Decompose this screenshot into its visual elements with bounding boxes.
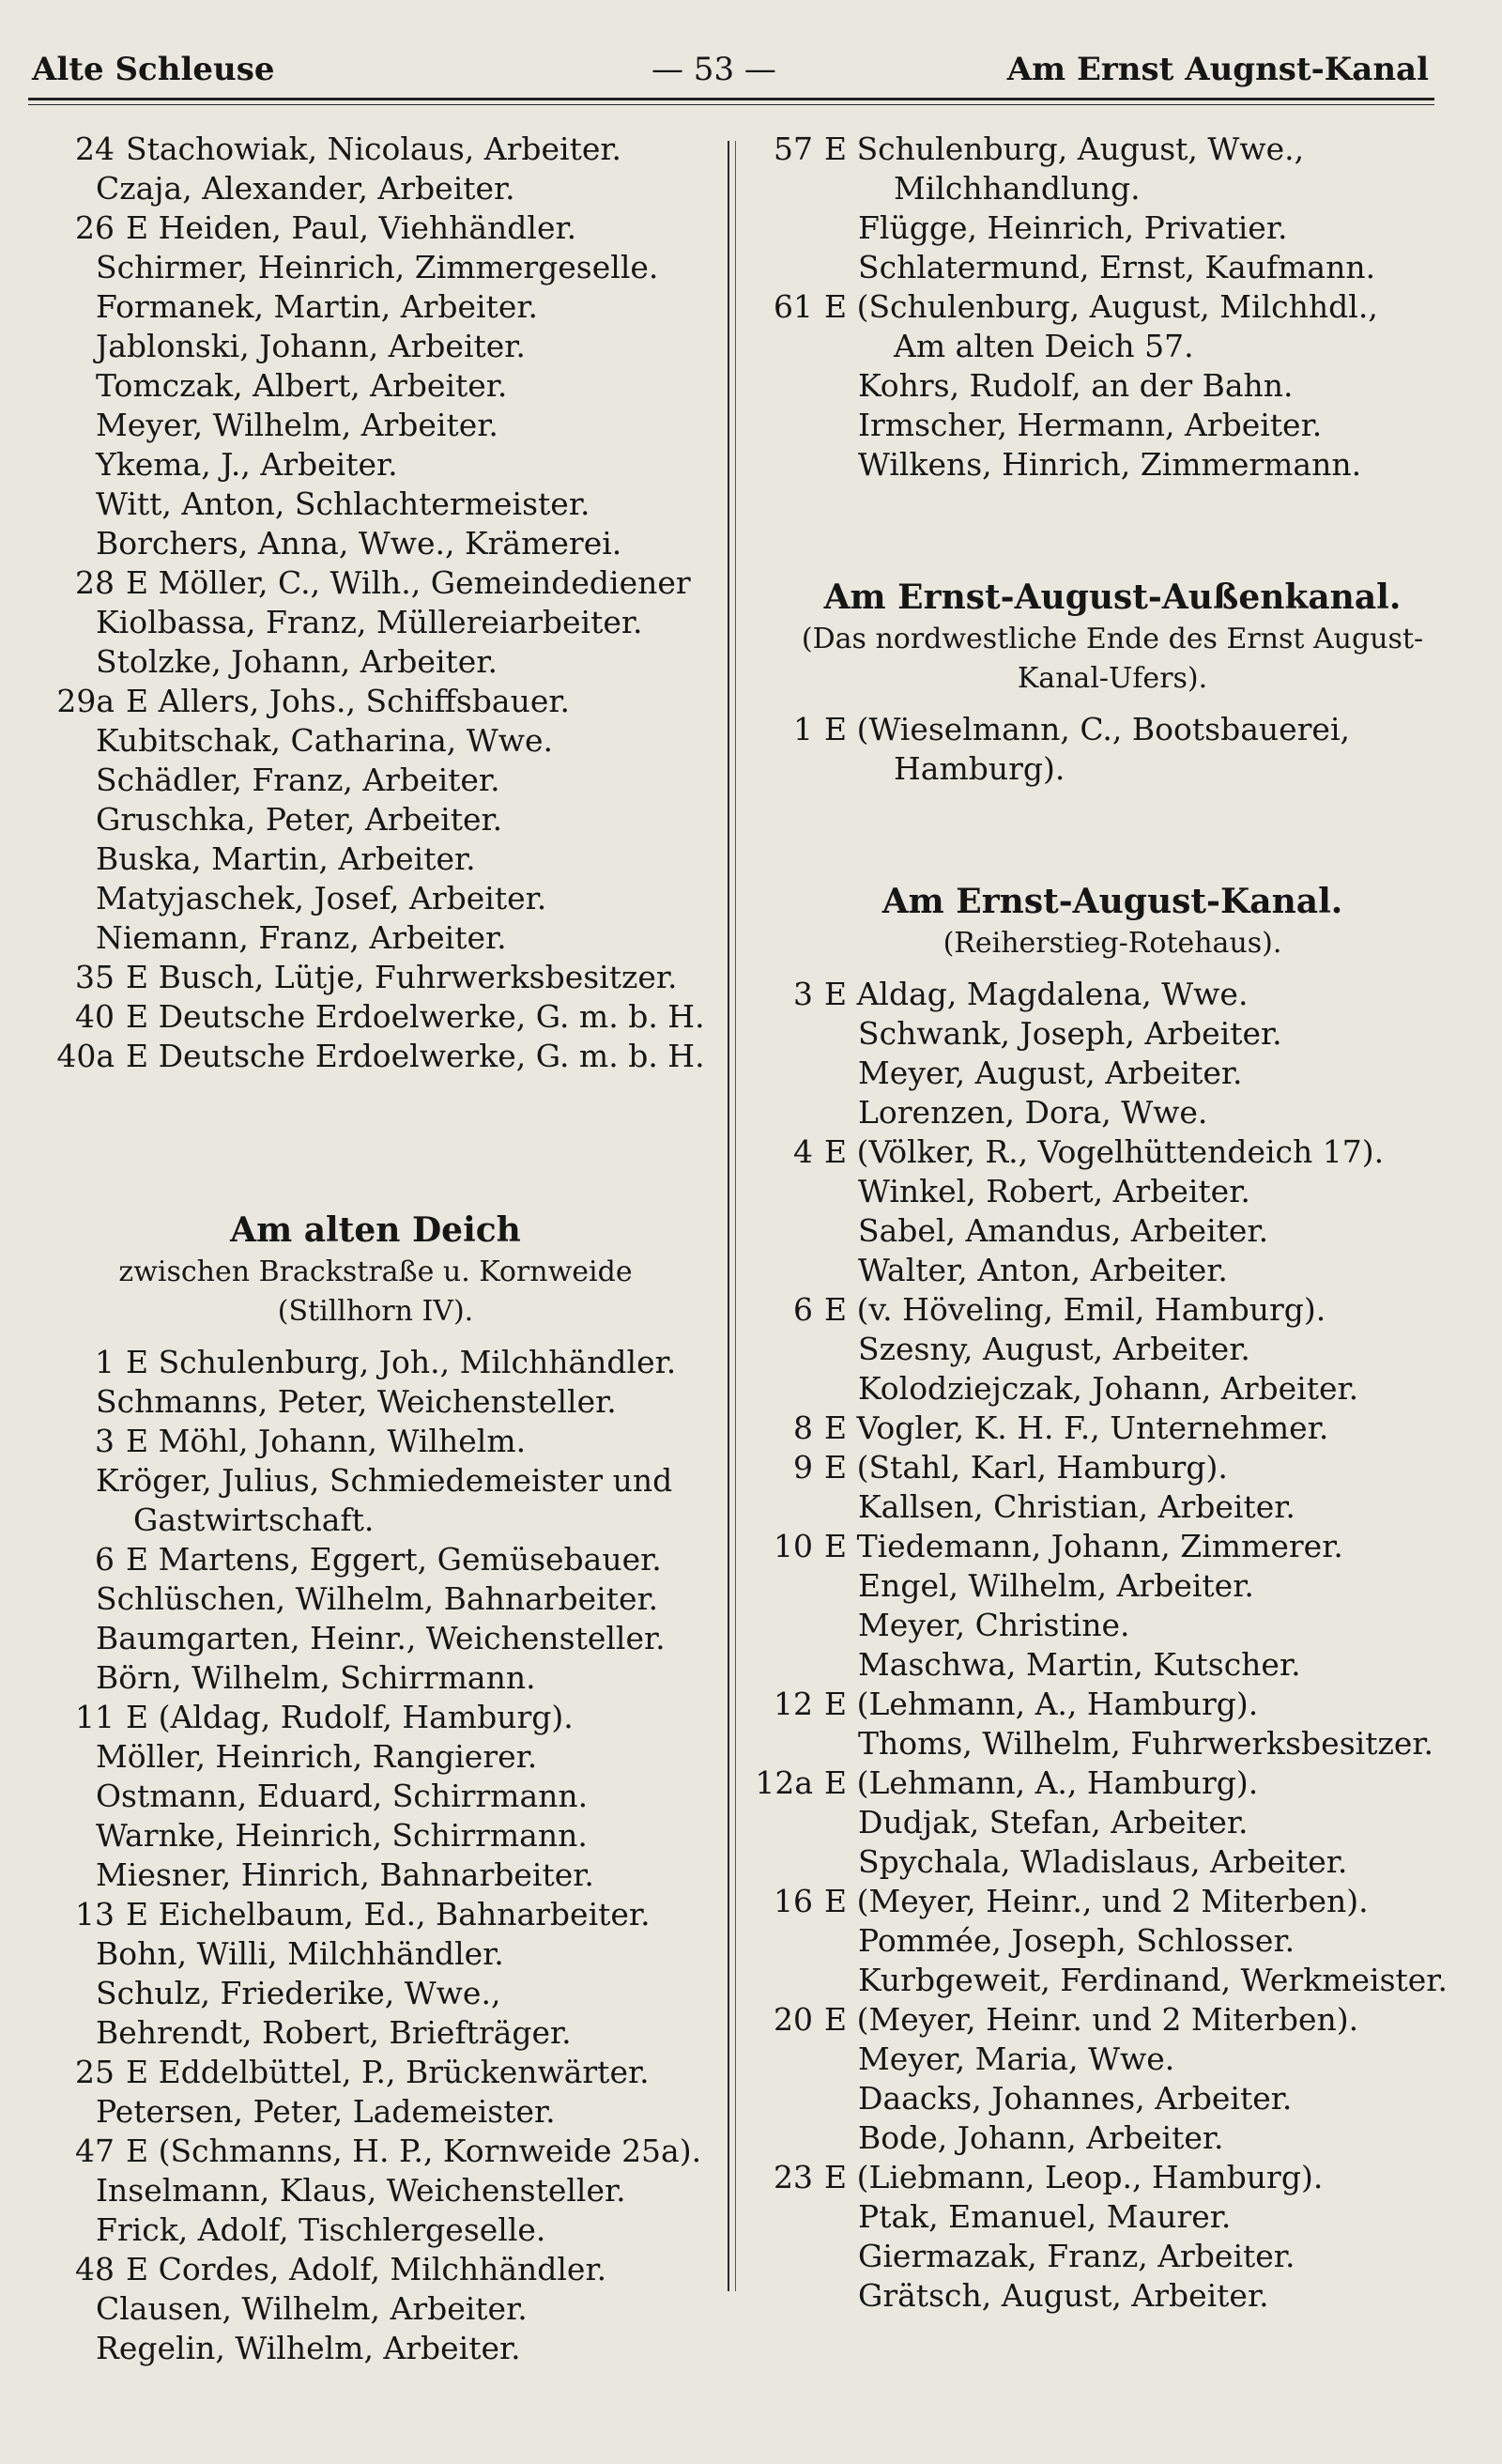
directory-entry bbox=[751, 1487, 1474, 1527]
entry-text: Wilkens, Hinrich, Zimmermann. bbox=[858, 446, 1362, 483]
house-number: 61 bbox=[774, 288, 813, 325]
right-entries-bottom bbox=[751, 975, 1474, 2316]
directory-entry bbox=[28, 130, 723, 169]
house-number: 13 bbox=[75, 1896, 115, 1933]
entry-text: Schulz, Friederike, Wwe., bbox=[96, 1975, 501, 2011]
entry-text: E Eddelbüttel, P., Brückenwärter. bbox=[126, 2054, 650, 2090]
entry-text: Witt, Anton, Schlachtermeister. bbox=[96, 485, 590, 522]
entry-text: Gastwirtschaft. bbox=[133, 1502, 375, 1538]
entry-text: E (Lehmann, A., Hamburg). bbox=[824, 1764, 1259, 1801]
entry-text: Tomczak, Albert, Arbeiter. bbox=[96, 367, 508, 404]
directory-entry bbox=[28, 1856, 723, 1895]
entry-text: E Eichelbaum, Ed., Bahnarbeiter. bbox=[126, 1896, 651, 1933]
directory-entry bbox=[751, 2079, 1474, 2118]
header-rule bbox=[28, 98, 1434, 100]
directory-entry bbox=[751, 327, 1474, 366]
entry-text: E (Aldag, Rudolf, Hamburg). bbox=[126, 1699, 574, 1735]
house-number: 40a bbox=[56, 1038, 115, 1074]
directory-entry bbox=[751, 975, 1474, 1014]
section-subtitle: (Das nordwestliche Ende des Ernst August- bbox=[801, 623, 1424, 655]
directory-entry bbox=[751, 248, 1474, 287]
directory-entry bbox=[751, 208, 1474, 248]
right-entries-top bbox=[751, 130, 1474, 485]
entry-text: Winkel, Robert, Arbeiter. bbox=[858, 1173, 1250, 1209]
house-number: 11 bbox=[75, 1699, 115, 1735]
entry-text: Kurbgeweit, Ferdinand, Werkmeister. bbox=[858, 1962, 1448, 1998]
directory-entry bbox=[28, 2329, 723, 2368]
entry-text: Miesner, Hinrich, Bahnarbeiter. bbox=[96, 1856, 594, 1893]
directory-entry bbox=[28, 366, 723, 406]
entry-text: E (Liebmann, Leop., Hamburg). bbox=[824, 2159, 1324, 2195]
house-number: 10 bbox=[774, 1528, 813, 1564]
entry-text: Grätsch, August, Arbeiter. bbox=[858, 2277, 1269, 2314]
entry-text: Thoms, Wilhelm, Fuhrwerksbesitzer. bbox=[858, 1725, 1434, 1762]
house-number: 28 bbox=[75, 564, 115, 601]
entry-text: Maschwa, Martin, Kutscher. bbox=[858, 1646, 1301, 1683]
house-number: 3 bbox=[95, 1423, 115, 1459]
entry-text: E Vogler, K. H. F., Unternehmer. bbox=[824, 1409, 1329, 1446]
directory-entry bbox=[28, 721, 723, 761]
entry-text: Meyer, Wilhelm, Arbeiter. bbox=[96, 407, 498, 443]
directory-entry bbox=[28, 1343, 723, 1382]
entry-text: E Allers, Johs., Schiffsbauer. bbox=[126, 683, 570, 719]
directory-entry bbox=[751, 2040, 1474, 2079]
section-title-am-alten-deich: Am alten Deich bbox=[230, 1210, 521, 1250]
directory-entry bbox=[28, 1579, 723, 1619]
directory-entry bbox=[751, 130, 1474, 169]
house-number: 47 bbox=[75, 2133, 115, 2169]
directory-entry bbox=[751, 2000, 1474, 2040]
directory-entry bbox=[28, 1658, 723, 1698]
directory-entry bbox=[751, 1921, 1474, 1961]
directory-entry bbox=[28, 1737, 723, 1777]
entry-text: Schädler, Franz, Arbeiter. bbox=[96, 762, 500, 798]
house-number: 6 bbox=[95, 1541, 115, 1578]
entry-text: Inselmann, Klaus, Weichensteller. bbox=[96, 2172, 626, 2209]
entry-text: Borchers, Anna, Wwe., Krämerei. bbox=[96, 525, 622, 562]
directory-entry bbox=[751, 287, 1474, 327]
section-subtitle-cont: Kanal-Ufers). bbox=[1017, 662, 1208, 695]
house-number: 8 bbox=[793, 1409, 813, 1446]
entry-text: Pommée, Joseph, Schlosser. bbox=[858, 1922, 1295, 1959]
directory-entry bbox=[751, 445, 1474, 485]
directory-entry bbox=[751, 169, 1474, 208]
entry-text: E (Stahl, Karl, Hamburg). bbox=[824, 1449, 1228, 1486]
directory-entry bbox=[751, 1882, 1474, 1921]
directory-entry bbox=[751, 1645, 1474, 1685]
directory-entry bbox=[28, 1382, 723, 1422]
entry-text: E (Wieselmann, C., Bootsbauerei, bbox=[824, 711, 1351, 747]
entry-text: E Möhl, Johann, Wilhelm. bbox=[126, 1423, 527, 1459]
entry-text: Dudjak, Stefan, Arbeiter. bbox=[858, 1804, 1249, 1840]
directory-entry bbox=[751, 2118, 1474, 2158]
directory-entry bbox=[751, 366, 1474, 406]
directory-entry bbox=[28, 839, 723, 879]
header-right-street: Am Ernst Augnst-Kanal bbox=[1006, 51, 1429, 88]
column-divider bbox=[728, 141, 729, 2291]
directory-entry bbox=[28, 248, 723, 287]
entry-text: Hamburg). bbox=[894, 750, 1065, 787]
house-number: 40 bbox=[75, 998, 115, 1035]
entry-text: Ostmann, Eduard, Schirrmann. bbox=[96, 1778, 589, 1814]
entry-text: Lorenzen, Dora, Wwe. bbox=[858, 1094, 1208, 1131]
directory-entry bbox=[28, 1037, 723, 1076]
entry-text: Engel, Wilhelm, Arbeiter. bbox=[858, 1567, 1254, 1604]
section-subtitle-district: (Stillhorn IV). bbox=[277, 1295, 474, 1328]
entry-text: Regelin, Wilhelm, Arbeiter. bbox=[96, 2330, 521, 2366]
entry-text: E Deutsche Erdoelwerke, G. m. b. H. bbox=[126, 998, 705, 1035]
directory-entry bbox=[28, 2053, 723, 2092]
directory-entry bbox=[751, 749, 1474, 789]
entry-text: Buska, Martin, Arbeiter. bbox=[96, 840, 476, 877]
directory-entry bbox=[28, 2013, 723, 2053]
entry-text: Sabel, Amandus, Arbeiter. bbox=[858, 1212, 1269, 1249]
directory-entry bbox=[28, 169, 723, 208]
directory-entry bbox=[751, 1251, 1474, 1290]
directory-entry bbox=[28, 879, 723, 918]
directory-entry bbox=[28, 761, 723, 800]
directory-entry bbox=[28, 2132, 723, 2171]
entry-text: Matyjaschek, Josef, Arbeiter. bbox=[96, 880, 547, 916]
entry-text: Kubitschak, Catharina, Wwe. bbox=[96, 722, 553, 759]
directory-entry bbox=[28, 1501, 723, 1540]
directory-entry bbox=[28, 485, 723, 524]
entry-text: Schwank, Joseph, Arbeiter. bbox=[858, 1015, 1282, 1052]
house-number: 20 bbox=[774, 2001, 813, 2038]
directory-entry bbox=[751, 1685, 1474, 1724]
directory-entry bbox=[751, 1527, 1474, 1566]
entry-text: E Martens, Eggert, Gemüsebauer. bbox=[126, 1541, 662, 1578]
entry-text: Kohrs, Rudolf, an der Bahn. bbox=[858, 367, 1294, 404]
directory-entry bbox=[28, 603, 723, 642]
entry-text: E Möller, C., Wilh., Gemeindediener bbox=[126, 564, 691, 601]
directory-entry bbox=[751, 1803, 1474, 1842]
directory-entry bbox=[751, 1842, 1474, 1882]
directory-entry bbox=[751, 1054, 1474, 1093]
entry-text: Walter, Anton, Arbeiter. bbox=[858, 1252, 1228, 1288]
entry-text: Szesny, August, Arbeiter. bbox=[858, 1331, 1250, 1367]
directory-entry bbox=[751, 1290, 1474, 1330]
entry-text: Kallsen, Christian, Arbeiter. bbox=[858, 1488, 1295, 1525]
entry-text: E Tiedemann, Johann, Zimmerer. bbox=[824, 1528, 1343, 1564]
directory-entry bbox=[28, 800, 723, 839]
left-entries-bottom bbox=[28, 1343, 723, 2368]
house-number: 1 bbox=[95, 1344, 115, 1380]
directory-entry bbox=[751, 1606, 1474, 1645]
directory-entry bbox=[751, 1409, 1474, 1448]
entry-text: Bohn, Willi, Milchhändler. bbox=[96, 1935, 504, 1972]
directory-entry bbox=[28, 2210, 723, 2250]
house-number: 23 bbox=[774, 2159, 813, 2195]
entry-text: Warnke, Heinrich, Schirrmann. bbox=[96, 1817, 588, 1854]
entry-text: Stolzke, Johann, Arbeiter. bbox=[96, 643, 498, 680]
directory-entry bbox=[28, 642, 723, 682]
entry-text: Schmanns, Peter, Weichensteller. bbox=[96, 1383, 617, 1420]
directory-entry bbox=[751, 1014, 1474, 1054]
left-column bbox=[28, 130, 723, 2368]
entry-text: E (Meyer, Heinr. und 2 Miterben). bbox=[824, 2001, 1359, 2038]
directory-entry bbox=[28, 406, 723, 445]
entry-text: E Busch, Lütje, Fuhrwerksbesitzer. bbox=[126, 959, 678, 995]
directory-entry bbox=[751, 1763, 1474, 1803]
directory-entry bbox=[28, 2092, 723, 2132]
entry-text: Irmscher, Hermann, Arbeiter. bbox=[858, 407, 1323, 443]
directory-entry bbox=[28, 1777, 723, 1816]
column-divider-thin bbox=[735, 141, 736, 2291]
directory-entry bbox=[28, 1619, 723, 1658]
page-header bbox=[32, 43, 1429, 100]
entry-text: Schlüschen, Wilhelm, Bahnarbeiter. bbox=[96, 1580, 659, 1617]
section-title-ernst-august-kanal: Am Ernst-August-Kanal. bbox=[881, 882, 1343, 921]
entry-text: Meyer, Maria, Wwe. bbox=[858, 2040, 1175, 2077]
entry-text: Formanek, Martin, Arbeiter. bbox=[96, 288, 538, 325]
entry-text: E (Lehmann, A., Hamburg). bbox=[824, 1686, 1259, 1722]
directory-entry bbox=[28, 524, 723, 563]
directory-entry bbox=[751, 710, 1474, 749]
directory-entry bbox=[28, 2171, 723, 2210]
entry-text: E (Völker, R., Vogelhüttendeich 17). bbox=[824, 1133, 1385, 1170]
directory-entry bbox=[28, 1816, 723, 1856]
directory-entry bbox=[28, 445, 723, 485]
directory-entry bbox=[28, 208, 723, 248]
directory-entry bbox=[751, 1961, 1474, 2000]
directory-entry bbox=[751, 1369, 1474, 1409]
entry-text: Am alten Deich 57. bbox=[894, 328, 1194, 364]
header-left-street: Alte Schleuse bbox=[32, 51, 275, 88]
entry-text: Kolodziejczak, Johann, Arbeiter. bbox=[858, 1370, 1359, 1407]
entry-text: E Heiden, Paul, Viehhändler. bbox=[126, 209, 577, 246]
house-number: 26 bbox=[75, 209, 115, 246]
directory-entry bbox=[28, 2289, 723, 2329]
directory-entry bbox=[28, 1540, 723, 1579]
entry-text: Börn, Wilhelm, Schirrmann. bbox=[96, 1659, 536, 1696]
directory-entry bbox=[751, 2197, 1474, 2237]
right-column bbox=[751, 130, 1474, 2316]
entry-text: Kröger, Julius, Schmiedemeister und bbox=[96, 1462, 673, 1499]
entry-text: E Cordes, Adolf, Milchhändler. bbox=[126, 2251, 607, 2287]
entry-text: E Schulenburg, Joh., Milchhändler. bbox=[126, 1344, 677, 1380]
directory-entry bbox=[751, 406, 1474, 445]
house-number: 29a bbox=[56, 683, 115, 719]
entry-text: E (v. Höveling, Emil, Hamburg). bbox=[824, 1291, 1326, 1328]
left-entries-top bbox=[28, 130, 723, 1076]
entry-text: E Aldag, Magdalena, Wwe. bbox=[824, 976, 1249, 1012]
directory-entry bbox=[28, 2250, 723, 2289]
entry-text: Meyer, August, Arbeiter. bbox=[858, 1055, 1243, 1091]
entry-text: E Schulenburg, August, Wwe., bbox=[824, 131, 1305, 167]
directory-entry bbox=[28, 682, 723, 721]
entry-text: E Deutsche Erdoelwerke, G. m. b. H. bbox=[126, 1038, 705, 1074]
entry-text: Milchhandlung. bbox=[894, 170, 1141, 207]
section-subtitle: zwischen Brackstraße u. Kornweide bbox=[118, 1255, 633, 1288]
directory-entry bbox=[751, 2237, 1474, 2276]
entry-text: E (Meyer, Heinr., und 2 Miterben). bbox=[824, 1883, 1369, 1919]
entry-text: E (Schmanns, H. P., Kornweide 25a). bbox=[126, 2133, 702, 2169]
entry-text: Stachowiak, Nicolaus, Arbeiter. bbox=[126, 131, 622, 167]
directory-entry bbox=[751, 1724, 1474, 1763]
entry-text: Niemann, Franz, Arbeiter. bbox=[96, 919, 507, 956]
house-number: 48 bbox=[75, 2251, 115, 2287]
section-subtitle-location: (Reiherstieg-Rotehaus). bbox=[943, 927, 1282, 960]
house-number: 35 bbox=[75, 959, 115, 995]
section-title-aussenkanal: Am Ernst-August-Außenkanal. bbox=[823, 578, 1402, 617]
entry-text: Petersen, Peter, Lademeister. bbox=[96, 2093, 556, 2130]
directory-entry bbox=[28, 1895, 723, 1934]
entry-text: Ykema, J., Arbeiter. bbox=[96, 446, 398, 483]
entry-text: Behrendt, Robert, Briefträger. bbox=[96, 2014, 572, 2051]
entry-text: Meyer, Christine. bbox=[858, 1607, 1130, 1643]
entry-text: Spychala, Wladislaus, Arbeiter. bbox=[858, 1843, 1348, 1880]
directory-entry bbox=[28, 287, 723, 327]
entry-text: Gruschka, Peter, Arbeiter. bbox=[96, 801, 503, 838]
entry-text: Möller, Heinrich, Rangierer. bbox=[96, 1738, 538, 1775]
directory-entry bbox=[28, 1461, 723, 1501]
directory-entry bbox=[751, 1172, 1474, 1211]
entry-text: Schirmer, Heinrich, Zimmergeselle. bbox=[96, 249, 659, 285]
directory-entry bbox=[28, 1698, 723, 1737]
directory-entry bbox=[28, 958, 723, 997]
house-number: 3 bbox=[793, 976, 813, 1012]
directory-entry bbox=[28, 327, 723, 366]
house-number: 4 bbox=[793, 1133, 813, 1170]
directory-entry bbox=[751, 2276, 1474, 2316]
directory-entry bbox=[751, 1448, 1474, 1487]
entry-text: Jablonski, Johann, Arbeiter. bbox=[96, 328, 526, 364]
directory-entry bbox=[28, 1422, 723, 1461]
directory-entry bbox=[751, 1132, 1474, 1172]
entry-text: Frick, Adolf, Tischlergeselle. bbox=[96, 2211, 546, 2248]
house-number: 12 bbox=[774, 1686, 813, 1722]
directory-entry bbox=[28, 918, 723, 958]
entry-text: Clausen, Wilhelm, Arbeiter. bbox=[96, 2290, 528, 2327]
house-number: 6 bbox=[793, 1291, 813, 1328]
directory-entry bbox=[751, 1330, 1474, 1369]
entry-text: Baumgarten, Heinr., Weichensteller. bbox=[96, 1620, 666, 1656]
header-rule-thin bbox=[28, 104, 1434, 105]
entry-text: Czaja, Alexander, Arbeiter. bbox=[96, 170, 515, 207]
directory-entry bbox=[751, 1093, 1474, 1132]
page-number: — 53 — bbox=[651, 51, 776, 88]
directory-entry bbox=[751, 1211, 1474, 1251]
house-number: 1 bbox=[793, 711, 813, 747]
house-number: 16 bbox=[774, 1883, 813, 1919]
directory-entry bbox=[28, 563, 723, 603]
directory-entry bbox=[28, 997, 723, 1037]
entry-text: Ptak, Emanuel, Maurer. bbox=[858, 2198, 1232, 2235]
entry-text: Kiolbassa, Franz, Müllereiarbeiter. bbox=[96, 604, 643, 640]
directory-entry bbox=[28, 1934, 723, 1974]
house-number: 9 bbox=[793, 1449, 813, 1486]
house-number: 25 bbox=[75, 2054, 115, 2090]
house-number: 12a bbox=[755, 1764, 813, 1801]
right-entries-mid bbox=[751, 710, 1474, 789]
directory-entry bbox=[28, 1974, 723, 2013]
entry-text: Schlatermund, Ernst, Kaufmann. bbox=[858, 249, 1376, 285]
entry-text: Giermazak, Franz, Arbeiter. bbox=[858, 2238, 1295, 2274]
entry-text: Flügge, Heinrich, Privatier. bbox=[858, 209, 1288, 246]
entry-text: Bode, Johann, Arbeiter. bbox=[858, 2119, 1224, 2156]
directory-entry bbox=[751, 2158, 1474, 2197]
entry-text: E (Schulenburg, August, Milchhdl., bbox=[824, 288, 1378, 325]
entry-text: Daacks, Johannes, Arbeiter. bbox=[858, 2080, 1293, 2117]
house-number: 57 bbox=[774, 131, 813, 167]
directory-entry bbox=[751, 1566, 1474, 1606]
house-number: 24 bbox=[75, 131, 115, 167]
